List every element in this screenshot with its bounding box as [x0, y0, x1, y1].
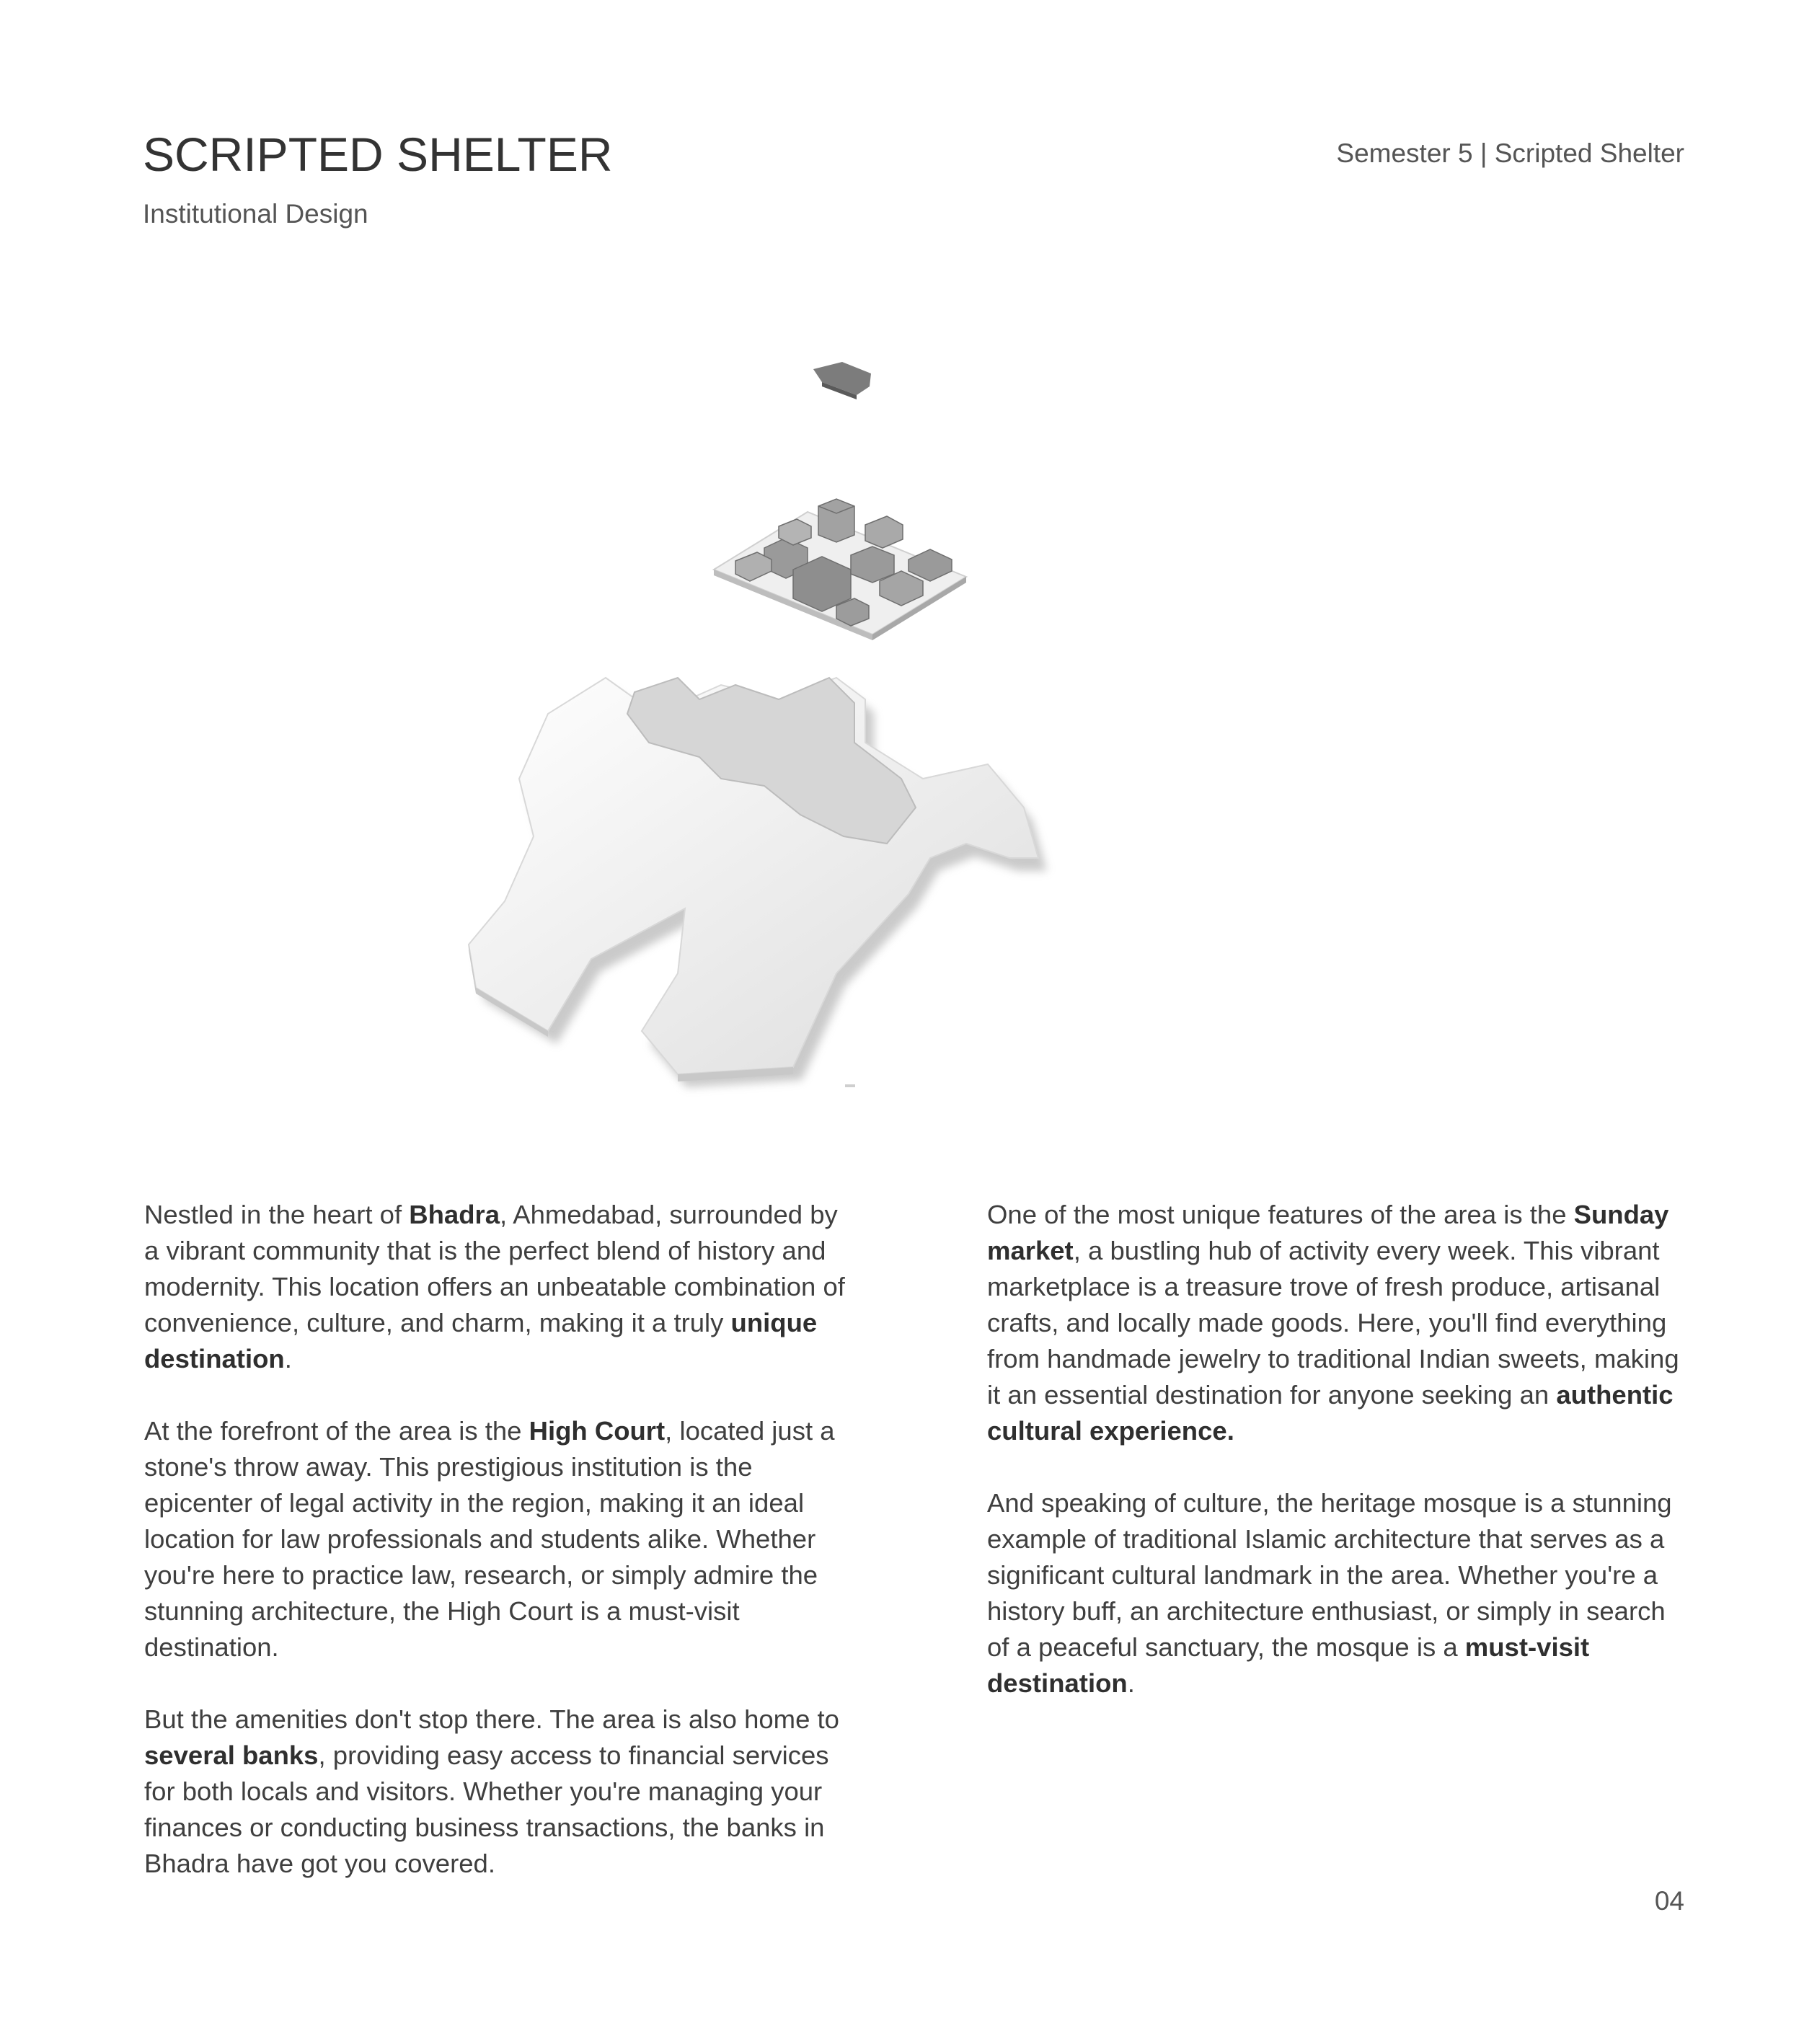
- paragraph-bhadra: Nestled in the heart of Bhadra, Ahmedabad, surrounded by a vibrant community that is the perfect blend of history and modernity. This location offers an unbeatable combination of convenience, culture, and charm, making it a truly unique destination.: [144, 1200, 845, 1373]
- running-header: Semester 5 | Scripted Shelter: [1336, 138, 1684, 168]
- page-title: SCRIPTED SHELTER: [143, 128, 613, 181]
- site-block-model: [714, 499, 966, 640]
- page-number: 04: [1654, 1886, 1684, 1916]
- paragraph-sunday-market: One of the most unique features of the area is the Sunday market, a bustling hub of activity every week. This vibrant marketplace is a treasure trove of fresh produce, artisanal crafts, and locally made goods. Here, you'll find everything from handmade jewelry to traditional Indian sweets, making it an essential destination for anyone seeking an authentic cultural experience.: [987, 1200, 1679, 1446]
- paragraph-mosque: And speaking of culture, the heritage mosque is a stunning example of traditional Islamic architecture that serves as a significant cultural landmark in the area. Whether you're a history buff, an architecture enthusiast, or simply in search of a peaceful sanctuary, the mosque is a must-visit destination.: [987, 1488, 1672, 1698]
- text-column-right: [987, 1197, 1694, 1738]
- page-subtitle: Institutional Design: [143, 199, 368, 229]
- text-column-left: [144, 1197, 851, 1918]
- region-map-slab: [469, 678, 1047, 1087]
- paragraph-high-court: At the forefront of the area is the High Court, located just a stone's throw away. This prestigious institution is the epicenter of legal activity in the region, making it an ideal location for law professionals and students alike. Whether you're here to practice law, research, or simply admire the stunning architecture, the High Court is a must-visit destination.: [144, 1416, 835, 1662]
- site-axonometric-figure: [461, 339, 1269, 1103]
- top-plot-element: [813, 362, 871, 399]
- figure-tick: [845, 1084, 855, 1087]
- paragraph-banks: But the amenities don't stop there. The area is also home to several banks, providing easy access to financial services for both locals and visitors. Whether you're managing your finances or conducting business transactions, the banks in Bhadra have got you covered.: [144, 1704, 839, 1878]
